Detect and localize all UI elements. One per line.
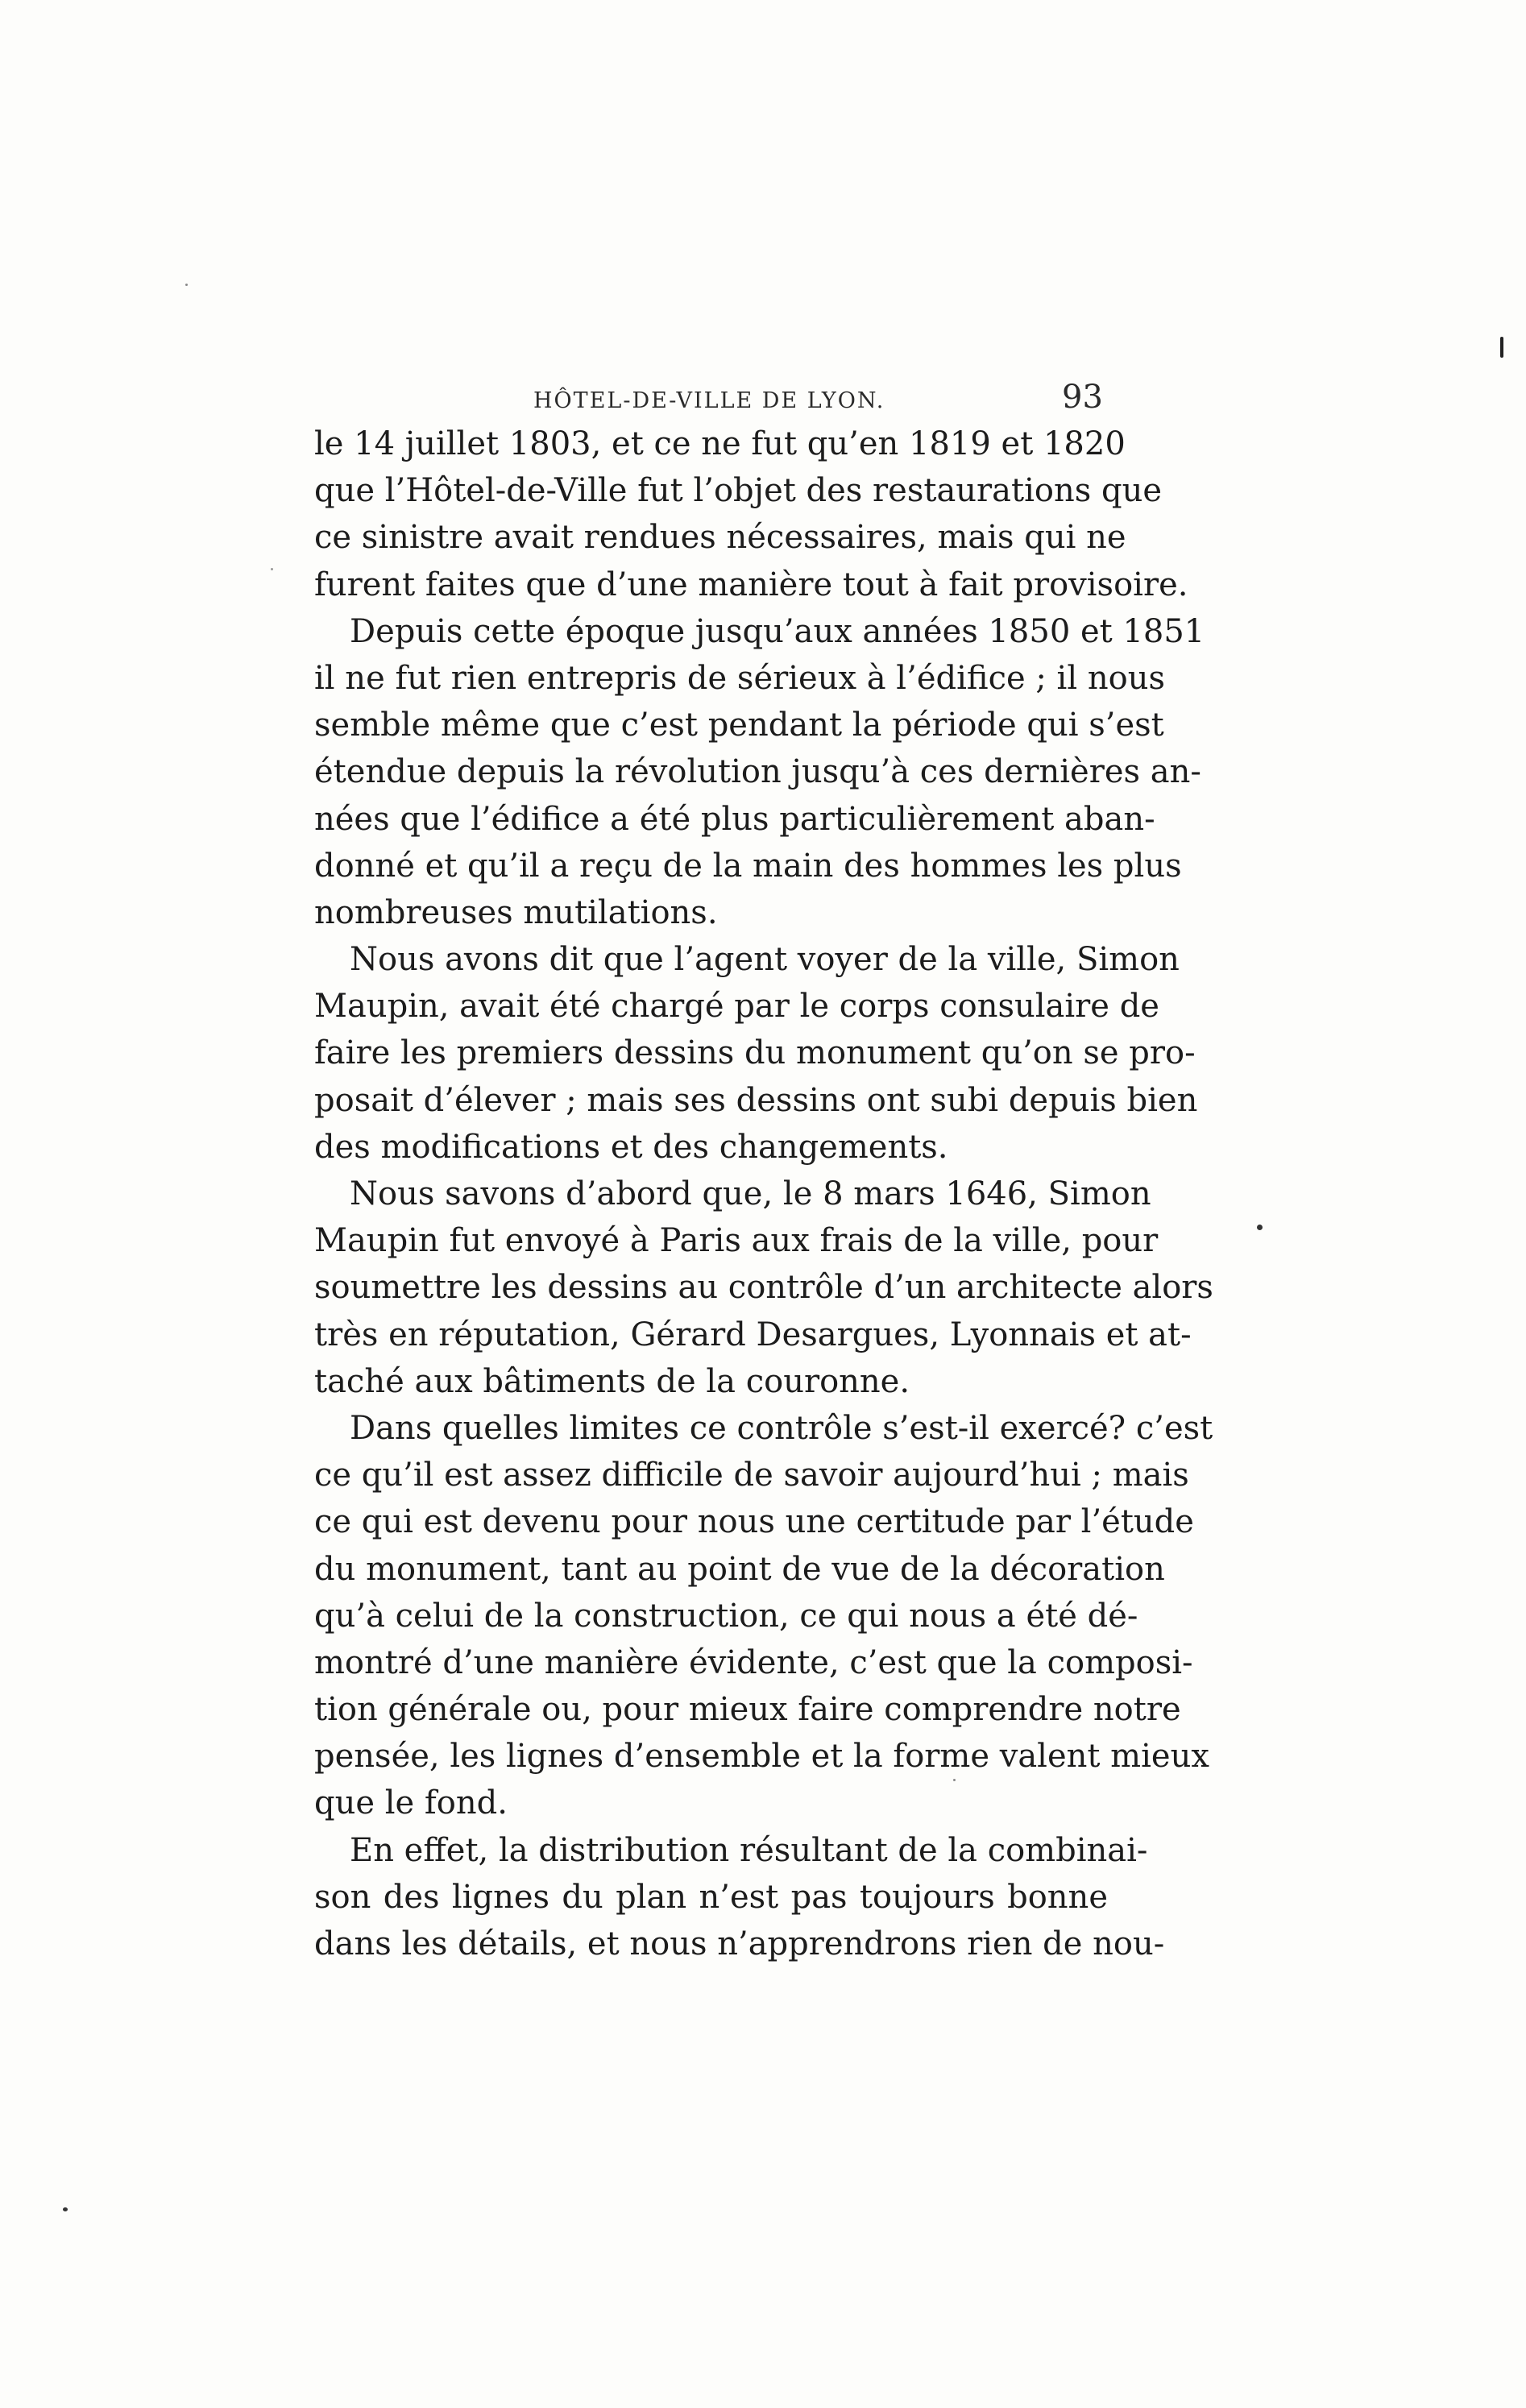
text-line: Maupin, avait été chargé par le corps consulaire de [314, 988, 1159, 1026]
text-line: Dans quelles limites ce contrôle s’est-il exercé? c’est [350, 1409, 1213, 1447]
text-line: nombreuses mutilations. [314, 893, 718, 931]
text-line: nées que l’édifice a été plus particulièrement aban- [314, 800, 1155, 838]
scan-edge-mark [1500, 337, 1503, 358]
scan-speck [185, 284, 188, 286]
text-line: des modifications et des changements. [314, 1128, 948, 1166]
text-line: du monument, tant au point de vue de la décoration [314, 1550, 1165, 1588]
text-line: son des lignes du plan n’est pas toujours bonne [314, 1878, 1108, 1916]
text-line: taché aux bâtiments de la couronne. [314, 1362, 910, 1400]
text-line: semble même que c’est pendant la période qui s’est [314, 707, 1164, 744]
text-line: le 14 juillet 1803, et ce ne fut qu’en 1819 et 1820 [314, 425, 1126, 462]
text-line: ce qu’il est assez difficile de savoir aujourd’hui ; mais [314, 1457, 1189, 1494]
body-text [314, 421, 1213, 1967]
page-number: 93 [1062, 379, 1103, 416]
text-line: ce qui est devenu pour nous une certitude par l’étude [314, 1503, 1194, 1541]
text-line: furent faites que d’une manière tout à fait provisoire. [314, 566, 1188, 603]
text-line: Nous savons d’abord que, le 8 mars 1646, Simon [350, 1175, 1151, 1212]
text-line: posait d’élever ; mais ses dessins ont subi depuis bien [314, 1081, 1198, 1119]
text-line: Nous avons dit que l’agent voyer de la ville, Simon [350, 941, 1180, 979]
scan-speck [63, 2207, 68, 2211]
text-line: ce sinistre avait rendues nécessaires, mais qui ne [314, 519, 1126, 557]
scan-speck [1257, 1225, 1263, 1230]
text-line: il ne fut rien entrepris de sérieux à l’édifice ; il nous [314, 659, 1165, 697]
text-line: dans les détails, et nous n’apprendrons rien de nou- [314, 1925, 1165, 1962]
text-line: que le fond. [314, 1784, 508, 1822]
text-line: donné et qu’il a reçu de la main des hommes les plus [314, 847, 1182, 885]
text-line: soumettre les dessins au contrôle d’un architecte alors [314, 1269, 1213, 1307]
text-line: Depuis cette époque jusqu’aux années 1850 et 1851 [350, 612, 1205, 650]
text-line: montré d’une manière évidente, c’est que la composi- [314, 1643, 1193, 1681]
text-line: qu’à celui de la construction, ce qui nous a été dé- [314, 1597, 1138, 1635]
scan-speck [953, 1779, 956, 1781]
running-title: HÔTEL-DE-VILLE DE LYON. [533, 388, 885, 413]
text-line: En effet, la distribution résultant de la combinai- [350, 1831, 1148, 1869]
text-line: tion générale ou, pour mieux faire comprendre notre [314, 1691, 1181, 1729]
text-line: faire les premiers dessins du monument qu’on se pro- [314, 1034, 1196, 1072]
text-line: pensée, les lignes d’ensemble et la forme valent mieux [314, 1738, 1209, 1776]
text-line: Maupin fut envoyé à Paris aux frais de la ville, pour [314, 1222, 1159, 1260]
text-line: que l’Hôtel-de-Ville fut l’objet des restaurations que [314, 472, 1163, 510]
running-head [0, 379, 1526, 427]
scan-speck [271, 568, 273, 570]
text-line: étendue depuis la révolution jusqu’à ces dernières an- [314, 753, 1201, 791]
text-line: très en réputation, Gérard Desargues, Lyonnais et at- [314, 1316, 1192, 1353]
